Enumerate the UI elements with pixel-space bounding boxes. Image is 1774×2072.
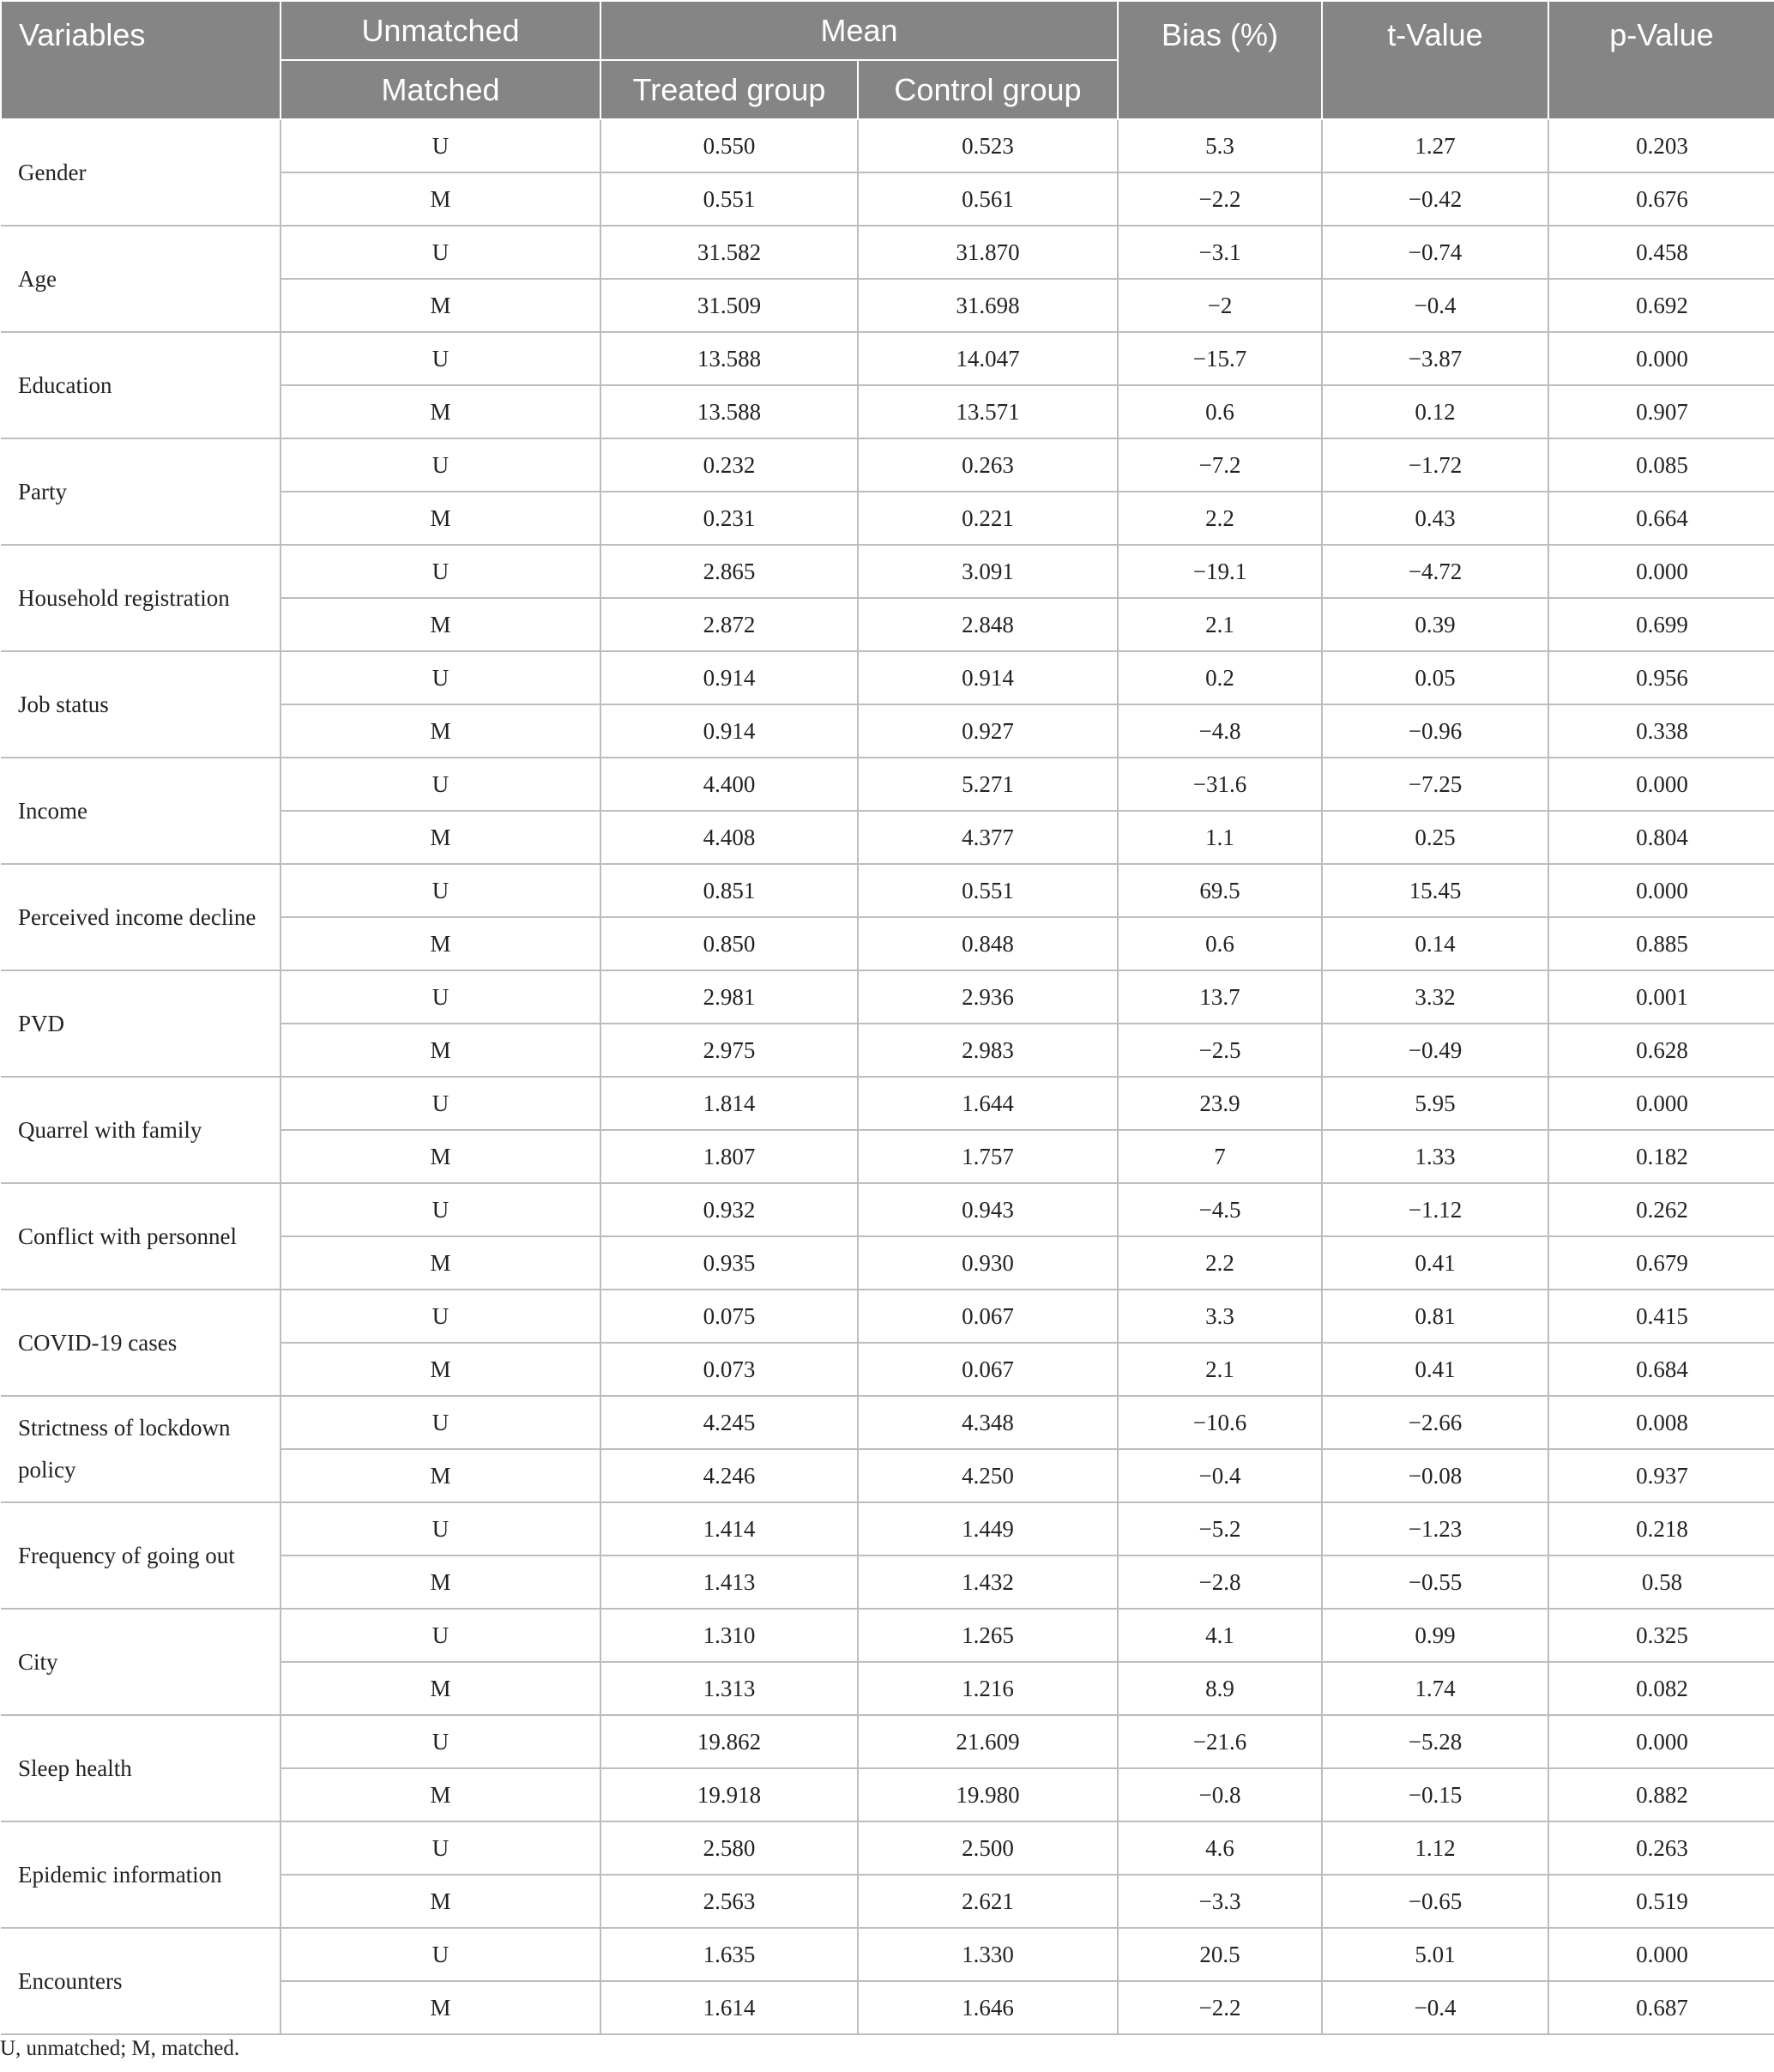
header-p-value: p-Value — [1548, 1, 1774, 119]
treated-mean-cell: 31.582 — [600, 226, 858, 279]
sample-cell: U — [281, 545, 600, 598]
bias-cell: 2.2 — [1118, 1236, 1322, 1290]
bias-cell: 69.5 — [1118, 864, 1322, 917]
sample-cell: M — [281, 1236, 600, 1290]
table-row — [1, 119, 1774, 172]
sample-cell: U — [281, 119, 600, 172]
t-value-cell: 1.12 — [1322, 1821, 1548, 1875]
t-value-cell: 0.12 — [1322, 385, 1548, 438]
p-value-cell: 0.008 — [1548, 1396, 1774, 1449]
t-value-cell: −0.55 — [1322, 1556, 1548, 1609]
t-value-cell: 1.33 — [1322, 1130, 1548, 1183]
t-value-cell: 0.43 — [1322, 492, 1548, 545]
table-row — [1, 1183, 1774, 1236]
bias-cell: 7 — [1118, 1130, 1322, 1183]
bias-cell: 8.9 — [1118, 1662, 1322, 1715]
control-mean-cell: 0.067 — [858, 1290, 1118, 1343]
control-mean-cell: 21.609 — [858, 1715, 1118, 1768]
bias-cell: −2.2 — [1118, 172, 1322, 226]
treated-mean-cell: 4.246 — [600, 1449, 858, 1502]
variable-name: Party — [1, 438, 281, 545]
sample-cell: M — [281, 811, 600, 864]
control-mean-cell: 0.561 — [858, 172, 1118, 226]
treated-mean-cell: 0.932 — [600, 1183, 858, 1236]
variable-name: Income — [1, 758, 281, 864]
header-bias: Bias (%) — [1118, 1, 1322, 119]
t-value-cell: −0.15 — [1322, 1768, 1548, 1821]
variable-name: Gender — [1, 119, 281, 226]
t-value-cell: −0.74 — [1322, 226, 1548, 279]
p-value-cell: 0.000 — [1548, 332, 1774, 385]
bias-cell: −2.8 — [1118, 1556, 1322, 1609]
sample-cell: M — [281, 172, 600, 226]
sample-cell: M — [281, 1449, 600, 1502]
p-value-cell: 0.262 — [1548, 1183, 1774, 1236]
p-value-cell: 0.182 — [1548, 1130, 1774, 1183]
table-row — [1, 1715, 1774, 1768]
header-matched: Matched — [281, 60, 600, 119]
header-treated-group: Treated group — [600, 60, 858, 119]
sample-cell: U — [281, 226, 600, 279]
table-row — [1, 1502, 1774, 1556]
p-value-cell: 0.684 — [1548, 1343, 1774, 1396]
sample-cell: M — [281, 1662, 600, 1715]
bias-cell: 2.1 — [1118, 1343, 1322, 1396]
table-row — [1, 332, 1774, 385]
table-row — [1, 545, 1774, 598]
p-value-cell: 0.664 — [1548, 492, 1774, 545]
bias-cell: −4.8 — [1118, 704, 1322, 758]
treated-mean-cell: 13.588 — [600, 385, 858, 438]
t-value-cell: 0.41 — [1322, 1343, 1548, 1396]
table-row — [1, 1928, 1774, 1981]
sample-cell: M — [281, 385, 600, 438]
treated-mean-cell: 1.814 — [600, 1077, 858, 1130]
treated-mean-cell: 0.914 — [600, 704, 858, 758]
sample-cell: M — [281, 598, 600, 651]
t-value-cell: 5.01 — [1322, 1928, 1548, 1981]
control-mean-cell: 0.943 — [858, 1183, 1118, 1236]
control-mean-cell: 31.870 — [858, 226, 1118, 279]
header-t-value: t-Value — [1322, 1, 1548, 119]
sample-cell: U — [281, 1609, 600, 1662]
t-value-cell: 0.41 — [1322, 1236, 1548, 1290]
control-mean-cell: 0.551 — [858, 864, 1118, 917]
p-value-cell: 0.000 — [1548, 1077, 1774, 1130]
t-value-cell: 5.95 — [1322, 1077, 1548, 1130]
sample-cell: M — [281, 1768, 600, 1821]
control-mean-cell: 0.523 — [858, 119, 1118, 172]
variable-name: Strictness of lockdown policy — [1, 1396, 281, 1502]
bias-cell: 0.6 — [1118, 917, 1322, 970]
t-value-cell: −1.12 — [1322, 1183, 1548, 1236]
variable-name: Job status — [1, 651, 281, 758]
t-value-cell: −0.65 — [1322, 1875, 1548, 1928]
bias-cell: −2 — [1118, 279, 1322, 332]
p-value-cell: 0.679 — [1548, 1236, 1774, 1290]
bias-cell: −5.2 — [1118, 1502, 1322, 1556]
sample-cell: U — [281, 758, 600, 811]
treated-mean-cell: 2.872 — [600, 598, 858, 651]
table-row — [1, 438, 1774, 492]
control-mean-cell: 4.377 — [858, 811, 1118, 864]
control-mean-cell: 4.348 — [858, 1396, 1118, 1449]
treated-mean-cell: 1.414 — [600, 1502, 858, 1556]
control-mean-cell: 1.216 — [858, 1662, 1118, 1715]
t-value-cell: 3.32 — [1322, 970, 1548, 1024]
p-value-cell: 0.804 — [1548, 811, 1774, 864]
sample-cell: U — [281, 1290, 600, 1343]
treated-mean-cell: 0.232 — [600, 438, 858, 492]
p-value-cell: 0.628 — [1548, 1024, 1774, 1077]
bias-cell: −15.7 — [1118, 332, 1322, 385]
treated-mean-cell: 0.551 — [600, 172, 858, 226]
sample-cell: M — [281, 1875, 600, 1928]
control-mean-cell: 2.621 — [858, 1875, 1118, 1928]
bias-cell: 0.6 — [1118, 385, 1322, 438]
treated-mean-cell: 0.231 — [600, 492, 858, 545]
variable-name: Household registration — [1, 545, 281, 651]
bias-cell: −7.2 — [1118, 438, 1322, 492]
header-row-1 — [1, 1, 1774, 60]
variable-name: Epidemic information — [1, 1821, 281, 1928]
t-value-cell: −7.25 — [1322, 758, 1548, 811]
control-mean-cell: 0.848 — [858, 917, 1118, 970]
control-mean-cell: 1.330 — [858, 1928, 1118, 1981]
p-value-cell: 0.687 — [1548, 1981, 1774, 2034]
bias-cell: −31.6 — [1118, 758, 1322, 811]
bias-cell: 20.5 — [1118, 1928, 1322, 1981]
t-value-cell: −0.08 — [1322, 1449, 1548, 1502]
t-value-cell: 0.81 — [1322, 1290, 1548, 1343]
treated-mean-cell: 19.862 — [600, 1715, 858, 1768]
bias-cell: −0.8 — [1118, 1768, 1322, 1821]
treated-mean-cell: 2.865 — [600, 545, 858, 598]
sample-cell: M — [281, 492, 600, 545]
control-mean-cell: 19.980 — [858, 1768, 1118, 1821]
control-mean-cell: 2.983 — [858, 1024, 1118, 1077]
treated-mean-cell: 0.850 — [600, 917, 858, 970]
t-value-cell: −0.49 — [1322, 1024, 1548, 1077]
header-unmatched: Unmatched — [281, 1, 600, 60]
t-value-cell: −3.87 — [1322, 332, 1548, 385]
sample-cell: U — [281, 438, 600, 492]
p-value-cell: 0.458 — [1548, 226, 1774, 279]
p-value-cell: 0.338 — [1548, 704, 1774, 758]
control-mean-cell: 4.250 — [858, 1449, 1118, 1502]
p-value-cell: 0.082 — [1548, 1662, 1774, 1715]
p-value-cell: 0.325 — [1548, 1609, 1774, 1662]
t-value-cell: −0.96 — [1322, 704, 1548, 758]
control-mean-cell: 1.644 — [858, 1077, 1118, 1130]
t-value-cell: −0.4 — [1322, 279, 1548, 332]
variable-name: PVD — [1, 970, 281, 1077]
sample-cell: U — [281, 1928, 600, 1981]
sample-cell: M — [281, 1343, 600, 1396]
variable-name: Conflict with personnel — [1, 1183, 281, 1290]
control-mean-cell: 1.265 — [858, 1609, 1118, 1662]
control-mean-cell: 0.067 — [858, 1343, 1118, 1396]
treated-mean-cell: 2.580 — [600, 1821, 858, 1875]
p-value-cell: 0.000 — [1548, 864, 1774, 917]
control-mean-cell: 2.500 — [858, 1821, 1118, 1875]
p-value-cell: 0.907 — [1548, 385, 1774, 438]
bias-cell: −3.3 — [1118, 1875, 1322, 1928]
p-value-cell: 0.001 — [1548, 970, 1774, 1024]
header-mean: Mean — [600, 1, 1118, 60]
treated-mean-cell: 0.935 — [600, 1236, 858, 1290]
t-value-cell: 15.45 — [1322, 864, 1548, 917]
p-value-cell: 0.000 — [1548, 1715, 1774, 1768]
bias-cell: −2.2 — [1118, 1981, 1322, 2034]
variable-name: Education — [1, 332, 281, 438]
bias-cell: −4.5 — [1118, 1183, 1322, 1236]
bias-cell: 1.1 — [1118, 811, 1322, 864]
bias-cell: −10.6 — [1118, 1396, 1322, 1449]
t-value-cell: 0.99 — [1322, 1609, 1548, 1662]
sample-cell: U — [281, 1821, 600, 1875]
variable-name: Sleep health — [1, 1715, 281, 1821]
control-mean-cell: 1.432 — [858, 1556, 1118, 1609]
treated-mean-cell: 2.981 — [600, 970, 858, 1024]
table-row — [1, 864, 1774, 917]
bias-cell: 4.1 — [1118, 1609, 1322, 1662]
p-value-cell: 0.000 — [1548, 758, 1774, 811]
control-mean-cell: 13.571 — [858, 385, 1118, 438]
treated-mean-cell: 4.408 — [600, 811, 858, 864]
p-value-cell: 0.937 — [1548, 1449, 1774, 1502]
treated-mean-cell: 31.509 — [600, 279, 858, 332]
p-value-cell: 0.692 — [1548, 279, 1774, 332]
control-mean-cell: 1.757 — [858, 1130, 1118, 1183]
header-control-group: Control group — [858, 60, 1118, 119]
table-row — [1, 651, 1774, 704]
bias-cell: 5.3 — [1118, 119, 1322, 172]
p-value-cell: 0.203 — [1548, 119, 1774, 172]
control-mean-cell: 0.927 — [858, 704, 1118, 758]
sample-cell: U — [281, 332, 600, 385]
control-mean-cell: 1.646 — [858, 1981, 1118, 2034]
variable-name: Encounters — [1, 1928, 281, 2034]
sample-cell: M — [281, 279, 600, 332]
bias-cell: −19.1 — [1118, 545, 1322, 598]
p-value-cell: 0.218 — [1548, 1502, 1774, 1556]
t-value-cell: 1.27 — [1322, 119, 1548, 172]
variable-name: Age — [1, 226, 281, 332]
treated-mean-cell: 1.614 — [600, 1981, 858, 2034]
t-value-cell: −1.72 — [1322, 438, 1548, 492]
sample-cell: U — [281, 1077, 600, 1130]
p-value-cell: 0.000 — [1548, 1928, 1774, 1981]
treated-mean-cell: 19.918 — [600, 1768, 858, 1821]
bias-cell: 2.1 — [1118, 598, 1322, 651]
footnote: U, unmatched; M, matched. — [0, 2037, 240, 2060]
sample-cell: M — [281, 1130, 600, 1183]
table-body — [1, 119, 1774, 2034]
t-value-cell: −4.72 — [1322, 545, 1548, 598]
control-mean-cell: 1.449 — [858, 1502, 1118, 1556]
treated-mean-cell: 0.914 — [600, 651, 858, 704]
treated-mean-cell: 0.851 — [600, 864, 858, 917]
t-value-cell: 0.05 — [1322, 651, 1548, 704]
sample-cell: M — [281, 1024, 600, 1077]
t-value-cell: 1.74 — [1322, 1662, 1548, 1715]
control-mean-cell: 3.091 — [858, 545, 1118, 598]
table-row — [1, 758, 1774, 811]
table-row — [1, 1396, 1774, 1449]
treated-mean-cell: 0.073 — [600, 1343, 858, 1396]
p-value-cell: 0.885 — [1548, 917, 1774, 970]
bias-cell: −21.6 — [1118, 1715, 1322, 1768]
treated-mean-cell: 2.975 — [600, 1024, 858, 1077]
t-value-cell: −2.66 — [1322, 1396, 1548, 1449]
bias-cell: 3.3 — [1118, 1290, 1322, 1343]
p-value-cell: 0.085 — [1548, 438, 1774, 492]
control-mean-cell: 2.936 — [858, 970, 1118, 1024]
p-value-cell: 0.699 — [1548, 598, 1774, 651]
bias-cell: 4.6 — [1118, 1821, 1322, 1875]
sample-cell: U — [281, 1502, 600, 1556]
t-value-cell: 0.25 — [1322, 811, 1548, 864]
treated-mean-cell: 1.413 — [600, 1556, 858, 1609]
table-row — [1, 226, 1774, 279]
sample-cell: U — [281, 1183, 600, 1236]
treated-mean-cell: 2.563 — [600, 1875, 858, 1928]
p-value-cell: 0.882 — [1548, 1768, 1774, 1821]
table-row — [1, 970, 1774, 1024]
sample-cell: U — [281, 864, 600, 917]
header-variables: Variables — [1, 1, 281, 119]
treated-mean-cell: 1.807 — [600, 1130, 858, 1183]
bias-cell: 23.9 — [1118, 1077, 1322, 1130]
control-mean-cell: 5.271 — [858, 758, 1118, 811]
t-value-cell: −0.4 — [1322, 1981, 1548, 2034]
p-value-cell: 0.415 — [1548, 1290, 1774, 1343]
control-mean-cell: 2.848 — [858, 598, 1118, 651]
treated-mean-cell: 0.550 — [600, 119, 858, 172]
variable-name: Perceived income decline — [1, 864, 281, 970]
variable-name: Quarrel with family — [1, 1077, 281, 1183]
treated-mean-cell: 13.588 — [600, 332, 858, 385]
variable-name: Frequency of going out — [1, 1502, 281, 1609]
treated-mean-cell: 1.313 — [600, 1662, 858, 1715]
p-value-cell: 0.519 — [1548, 1875, 1774, 1928]
control-mean-cell: 0.263 — [858, 438, 1118, 492]
p-value-cell: 0.263 — [1548, 1821, 1774, 1875]
bias-cell: 0.2 — [1118, 651, 1322, 704]
table-row — [1, 1609, 1774, 1662]
bias-cell: 2.2 — [1118, 492, 1322, 545]
bias-cell: −3.1 — [1118, 226, 1322, 279]
sample-cell: M — [281, 1981, 600, 2034]
control-mean-cell: 14.047 — [858, 332, 1118, 385]
t-value-cell: −5.28 — [1322, 1715, 1548, 1768]
treated-mean-cell: 1.310 — [600, 1609, 858, 1662]
p-value-cell: 0.956 — [1548, 651, 1774, 704]
table-row — [1, 1290, 1774, 1343]
sample-cell: M — [281, 704, 600, 758]
sample-cell: U — [281, 651, 600, 704]
control-mean-cell: 0.221 — [858, 492, 1118, 545]
bias-cell: 13.7 — [1118, 970, 1322, 1024]
t-value-cell: −0.42 — [1322, 172, 1548, 226]
treated-mean-cell: 0.075 — [600, 1290, 858, 1343]
control-mean-cell: 0.914 — [858, 651, 1118, 704]
table-row — [1, 1821, 1774, 1875]
p-value-cell: 0.676 — [1548, 172, 1774, 226]
sample-cell: U — [281, 970, 600, 1024]
control-mean-cell: 31.698 — [858, 279, 1118, 332]
t-value-cell: 0.39 — [1322, 598, 1548, 651]
sample-cell: M — [281, 1556, 600, 1609]
table-row — [1, 1077, 1774, 1130]
p-value-cell: 0.000 — [1548, 545, 1774, 598]
sample-cell: U — [281, 1396, 600, 1449]
treated-mean-cell: 4.400 — [600, 758, 858, 811]
control-mean-cell: 0.930 — [858, 1236, 1118, 1290]
sample-cell: M — [281, 917, 600, 970]
bias-cell: −2.5 — [1118, 1024, 1322, 1077]
treated-mean-cell: 1.635 — [600, 1928, 858, 1981]
bias-cell: −0.4 — [1118, 1449, 1322, 1502]
t-value-cell: 0.14 — [1322, 917, 1548, 970]
variable-name: City — [1, 1609, 281, 1715]
t-value-cell: −1.23 — [1322, 1502, 1548, 1556]
p-value-cell: 0.58 — [1548, 1556, 1774, 1609]
treated-mean-cell: 4.245 — [600, 1396, 858, 1449]
sample-cell: U — [281, 1715, 600, 1768]
variable-name: COVID-19 cases — [1, 1290, 281, 1396]
